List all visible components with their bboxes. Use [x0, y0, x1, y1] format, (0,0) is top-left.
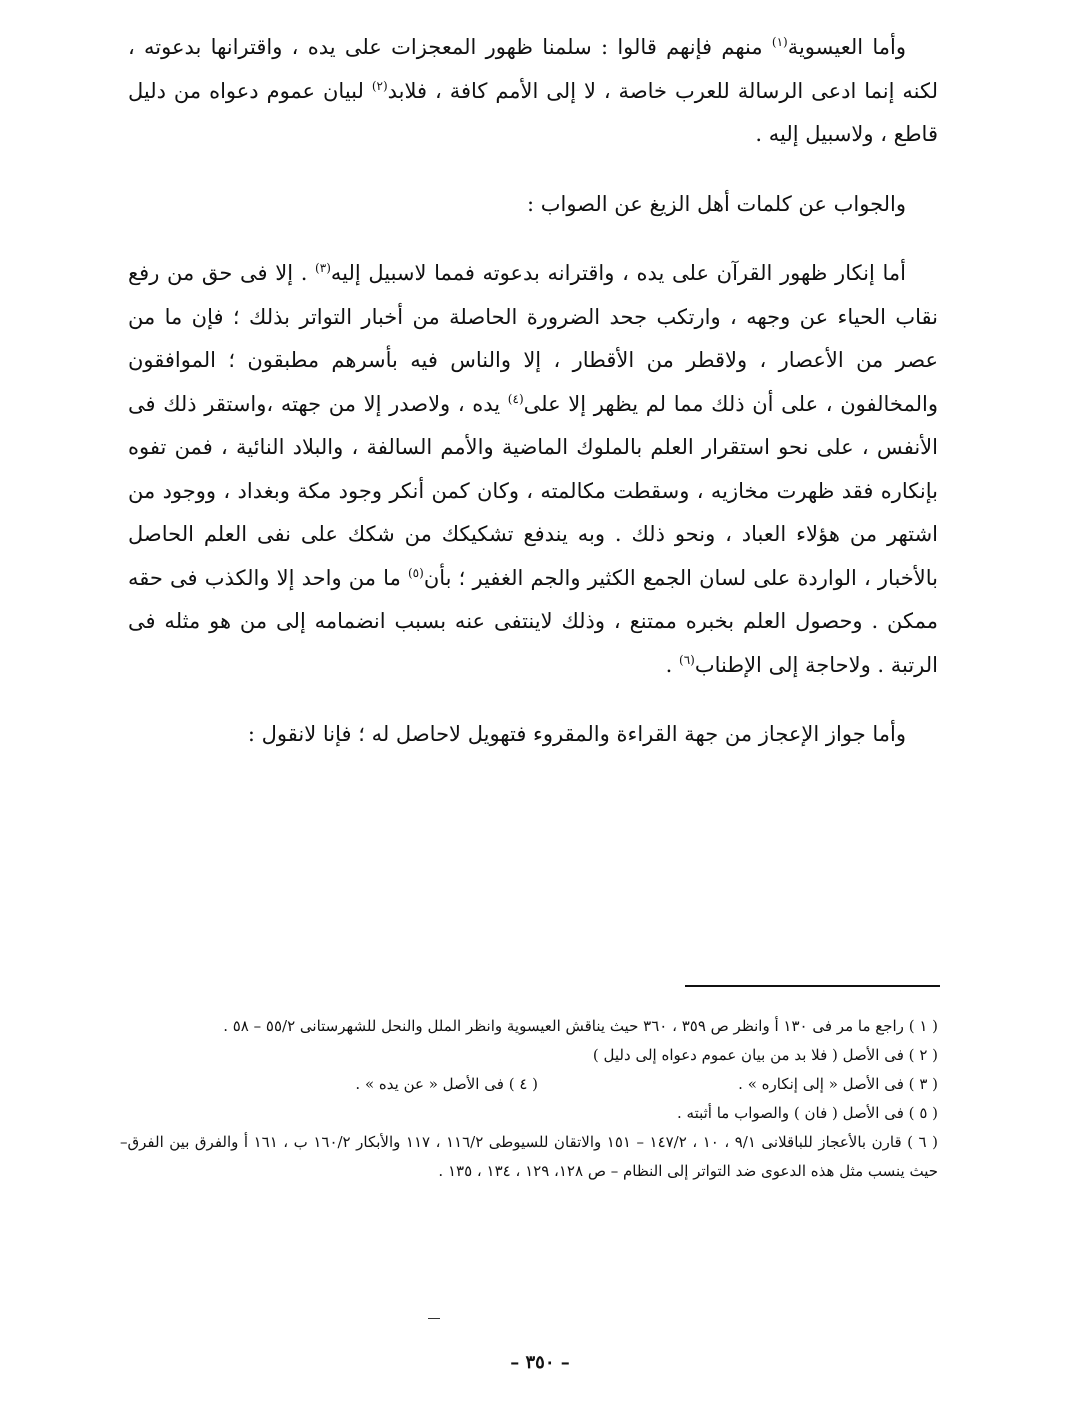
main-text — [128, 26, 938, 757]
text-segment: وأما العيسوية — [787, 35, 906, 59]
footnote-5: ( ٥ ) فى الأصل ( فان ) والصواب ما أثبته . — [676, 1104, 938, 1122]
footnote-ref-1: (١) — [771, 35, 788, 49]
small-dash-mark — [428, 1318, 440, 1319]
page-number: – ٣٥٠ – — [510, 1352, 570, 1373]
footnote-3: ( ٣ ) فى الأصل « إلى إنكاره » . — [738, 1075, 938, 1093]
text-segment: لبيان عموم دعواه من دليل قاطع ، ولاسبيل إليه . — [128, 78, 938, 146]
footnote-row — [120, 1070, 938, 1099]
text-segment: ما من واحد إلا والكذب فى حقه ممكن . وحصول العلم بخبره ممتنع ، وذلك لاينتفى عنه بسبب انضمامه إلى من هو مثله فى الرتبة . ولاحاجة إلى الإطناب — [128, 565, 938, 677]
footnote-4: ( ٤ ) فى الأصل « عن يده » . — [355, 1075, 538, 1093]
paragraph-miracle-reading — [128, 713, 938, 757]
footnote-ref-5: (٥) — [407, 565, 424, 580]
paragraph-response-heading — [128, 183, 938, 227]
footnote-ref-2: (٢) — [371, 78, 388, 93]
paragraph-quran-appearance — [128, 252, 938, 687]
footnote-ref-4: (٤) — [507, 391, 524, 406]
text-segment: وأما جواز الإعجاز من جهة القراءة والمقروء فتهويل لاحاصل له ؛ فإنا لانقول : — [247, 722, 906, 746]
footnote-1: ( ١ ) راجع ما مر فى ١٣٠ أ وانظر ص ٣٥٩ ، ٣٦٠ حيث يناقش العيسوية وانظر الملل والنحل للشهرستانى ٥٥/٢ – ٥٨ . — [223, 1017, 938, 1035]
footnotes — [120, 1012, 938, 1186]
text-segment: يده ، ولاصدر إلا من جهته ،واستقر ذلك فى الأنفس ، على نحو استقرار العلم بالملوك الماضية والأمم السالفة ، والبلاد النائية ، فمن تفوه بإنكاره فقد ظهرت مخازيه ، وسقطت مكالمته ، وكان كمن أنكر وجود مكة وبغداد ، ووجود من اشتهر من هؤلاء العباد ، ونحو ذلك . وبه يندفع تشكيكك من شكك على نفى العلم الحاصل بالأخبار ، الواردة على لسان الجمع الكثير والجم الغفير ؛ بأن — [128, 391, 938, 590]
text-segment: أما إنكار ظهور القرآن على يده ، واقترانه بدعوته فمما لاسبيل إليه — [330, 261, 906, 285]
footnote-ref-6: (٦) — [679, 652, 695, 667]
text-segment: . إلا فى حق من رفع نقاب الحياء عن وجهه ، وارتكب جحد الضرورة الحاصلة من أخبار التواتر بذلك ؛ فإن ما من عصر من الأعصار ، ولاقطر من الأقطار ، إلا والناس فيه بأسرهم مطبقون ؛ الموافقون والمخالفون ، على أن ذلك مما لم يظهر إلا على — [128, 261, 938, 416]
text-segment: . — [665, 652, 680, 677]
paragraph-isawiyya — [128, 26, 938, 157]
footnote-separator — [685, 985, 940, 987]
footnote-6: ( ٦ ) قارن بالأعجاز للباقلانى ٩/١ ، ١٠ ، ١٤٧/٢ – ١٥١ والاتقان للسيوطى ١١٦/٢ ، ١١٧ والأبكار ١٦٠/٢ ب ، ١٦١ أ والفرق بين الفرق– حيث ينسب مثل هذه الدعوى ضد التواتر إلى النظام – ص ١٢٨، ١٢٩ ، ١٣٤ ، ١٣٥ . — [120, 1133, 938, 1180]
text-segment: منهم فإنهم قالوا : سلمنا ظهور المعجزات على يده ، واقترانها بدعوته ، لكنه إنما ادعى الرسالة للعرب خاصة ، لا إلى الأمم كافة ، فلابد — [128, 35, 938, 103]
footnote-ref-3: (٣) — [315, 261, 331, 275]
footnote-2: ( ٢ ) فى الأصل ( فلا بد من بيان عموم دعواه إلى دليل ) — [592, 1046, 938, 1064]
text-segment: والجواب عن كلمات أهل الزيغ عن الصواب : — [526, 191, 906, 216]
